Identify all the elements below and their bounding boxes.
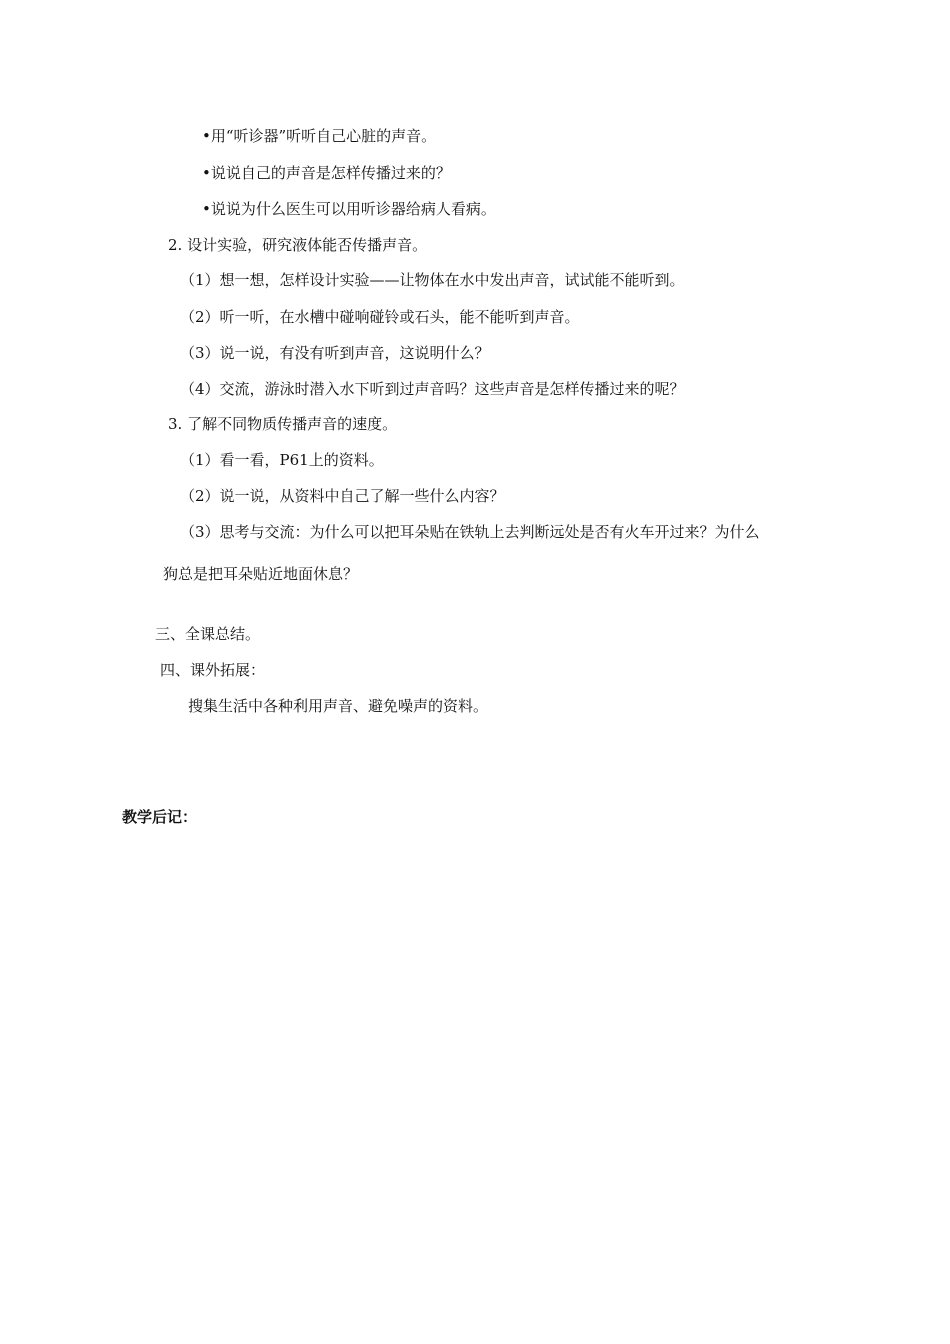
teaching-afterword: 教学后记： (122, 808, 198, 826)
bullet-stethoscope: •用“听诊器”听听自己心脏的声音。 (202, 127, 437, 145)
bullet-own-voice: •说说自己的声音是怎样传播过来的？ (202, 164, 451, 182)
section2-item-2: （2）听一听，在水槽中碰响碰铃或石头，能不能听到声音。 (180, 308, 580, 326)
section2-item-4: （4）交流，游泳时潜入水下听到过声音吗？这些声音是怎样传播过来的呢？ (180, 380, 685, 398)
section3-item-1: （1）看一看，P61上的资料。 (180, 451, 384, 469)
section3-item-2: （2）说一说，从资料中自己了解一些什么内容？ (180, 487, 505, 505)
section3-heading: 3. 了解不同物质传播声音的速度。 (168, 415, 398, 433)
course-summary: 三、全课总结。 (155, 625, 261, 643)
extension-text: 搜集生活中各种利用声音、避免噪声的资料。 (188, 697, 489, 715)
section2-item-1: （1）想一想，怎样设计实验——让物体在水中发出声音，试试能不能听到。 (180, 271, 685, 289)
bullet-doctor: •说说为什么医生可以用听诊器给病人看病。 (202, 200, 496, 218)
section3-item-3: （3）思考与交流：为什么可以把耳朵贴在铁轨上去判断远处是否有火车开过来？为什么 (180, 523, 760, 541)
section2-item-3: （3）说一说，有没有听到声音，这说明什么？ (180, 344, 490, 362)
extension-heading: 四、课外拓展： (160, 661, 266, 679)
section3-item-3-continued: 狗总是把耳朵贴近地面休息？ (163, 565, 359, 583)
section2-heading: 2. 设计实验，研究液体能否传播声音。 (168, 236, 428, 254)
